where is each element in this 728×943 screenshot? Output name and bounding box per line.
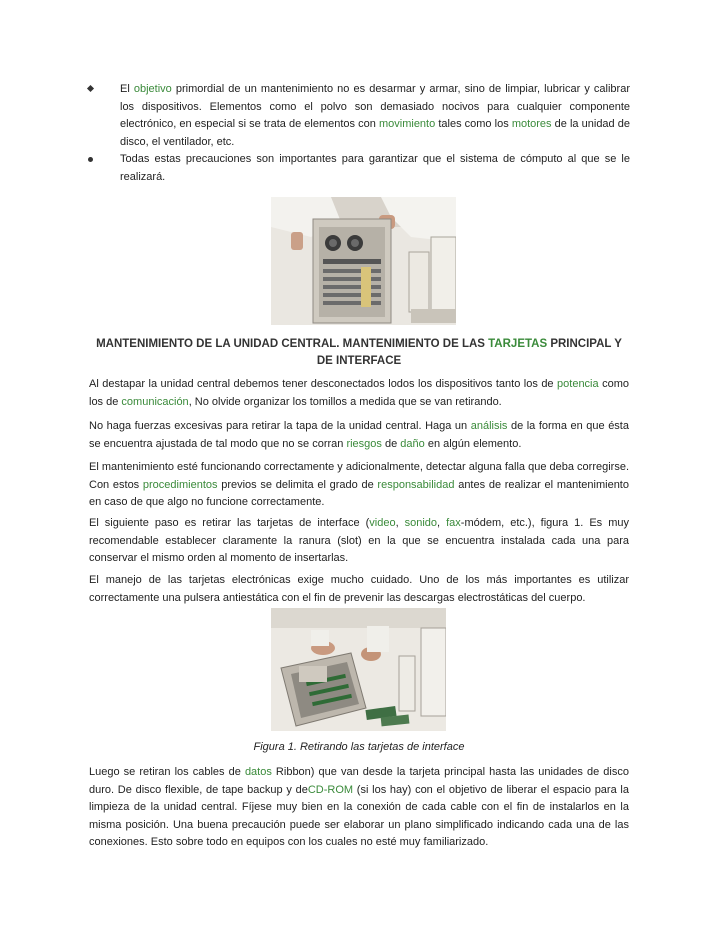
round-bullet-icon: [88, 157, 93, 162]
inline-link[interactable]: potencia: [557, 378, 599, 390]
text-segment: de: [381, 437, 401, 450]
inline-link[interactable]: comunicación: [121, 395, 189, 408]
text-segment: de la forma en que ésta se encuentra ajustada de tal modo que no se corran: [89, 420, 629, 450]
inline-link[interactable]: objetivo: [133, 83, 172, 95]
text-segment: PRINCIPAL Y DE INTERFACE: [316, 338, 622, 367]
paragraph-5: [89, 572, 629, 607]
inline-link[interactable]: motores: [511, 118, 552, 130]
inline-link[interactable]: datos: [244, 766, 272, 778]
bullet-item-1: [0, 81, 630, 151]
inline-link[interactable]: procedimientos: [142, 478, 218, 491]
inline-link[interactable]: sonido: [404, 517, 438, 529]
inline-link[interactable]: análisis: [470, 420, 508, 432]
inline-link[interactable]: video: [369, 517, 396, 529]
inline-link[interactable]: fax: [446, 517, 461, 529]
computer-unit-illustration: [271, 197, 456, 325]
inline-link[interactable]: riesgos: [346, 437, 382, 450]
computer-unit-photo: [271, 197, 456, 325]
text-segment: Luego se retiran los cables de: [89, 766, 245, 778]
text-segment: primordial de un mantenimiento no es desarmar y armar, sino de limpiar, lubricar y calibrar los dispositivos. Elementos como el polvo son demasiado nocivos para cualquier componente electrónico, en especial si se trata de elementos con: [120, 83, 630, 130]
diamond-bullet-icon: [87, 85, 94, 92]
bullet-text-1: [120, 83, 630, 148]
text-segment: tales como los: [435, 118, 512, 130]
text-segment: No haga fuerzas excesivas para retirar la tapa de la unidad central. Haga un: [89, 420, 471, 432]
text-segment: -módem, etc.), figura 1. Es muy recomendable establecer claramente la ranura (slot) en la que se encuentra instalada cada una para conservar el mismo orden al momento de insertarlas.: [89, 517, 629, 564]
interface-cards-illustration: [271, 608, 446, 731]
text-segment: Todas estas precauciones son importantes para garantizar que el sistema de cómputo al que se le realizará.: [120, 153, 630, 183]
paragraph-3: [89, 459, 629, 512]
text-segment: en algún elemento.: [424, 437, 522, 450]
text-segment: (si los hay) con el objetivo de liberar el espacio para la limpieza de la unidad central. Fíjese muy bien en la conexión de cada cable con el fin de instalarlos en la misma posición. Una buena precaución puede ser elaborar un plano simplificado indicando cada una de las conexiones. Esto sobre todo en equipos con los cuales no esté muy familiarizado.: [89, 783, 629, 848]
paragraph-1: [89, 376, 629, 411]
section-heading: [89, 336, 629, 370]
bullet-text-2: [120, 153, 630, 183]
text-segment: , No olvide organizar los tomillos a medida que se van retirando.: [188, 395, 502, 408]
text-segment: como los de: [89, 378, 629, 408]
paragraph-2: [89, 418, 629, 453]
text-segment: El siguiente paso es retirar las tarjetas de interface (: [89, 517, 370, 529]
text-segment: Ribbon) que van desde la tarjeta principal hasta las unidades de disco duro. De disco flexible, de tape backup y de: [89, 766, 629, 796]
inline-link[interactable]: movimiento: [378, 118, 436, 130]
text-segment: El manejo de las tarjetas electrónicas exige mucho cuidado. Uno de los más importantes es utilizar correctamente una pulsera antiestática con el fin de prevenir las descargas electrostáticas del cuerpo.: [89, 574, 629, 604]
inline-link[interactable]: TARJETAS: [488, 338, 548, 350]
text-segment: El: [120, 83, 134, 95]
text-segment: MANTENIMIENTO DE LA UNIDAD CENTRAL. MANTENIMIENTO DE LAS: [96, 338, 489, 350]
bullet-list: [0, 81, 630, 186]
text-segment: antes de realizar el mantenimiento en caso de que algo no funcione correctamente.: [89, 478, 629, 508]
text-segment: previos se delimita el grado de: [217, 478, 378, 491]
figure-1-caption: Figura 1. Retirando las tarjetas de interface: [253, 741, 465, 753]
inline-link[interactable]: responsabilidad: [377, 478, 455, 491]
inline-link[interactable]: daño: [400, 437, 425, 450]
text-segment: Al destapar la unidad central debemos tener desconectados lodos los dispositivos tanto los de: [89, 378, 558, 390]
inline-link[interactable]: CD-ROM: [307, 783, 354, 796]
paragraph-final: [89, 764, 629, 852]
bullet-item-2: [0, 151, 630, 186]
paragraph-4: [89, 515, 629, 568]
text-segment: El mantenimiento esté funcionando correctamente y adicionalmente, detectar alguna falla que deba corregirse. Con estos: [89, 461, 629, 491]
text-segment: ,: [395, 517, 405, 529]
text-segment: de la unidad de disco, el ventilador, etc.: [120, 118, 630, 148]
text-segment: ,: [437, 517, 447, 529]
figure-1-photo: [271, 608, 446, 731]
